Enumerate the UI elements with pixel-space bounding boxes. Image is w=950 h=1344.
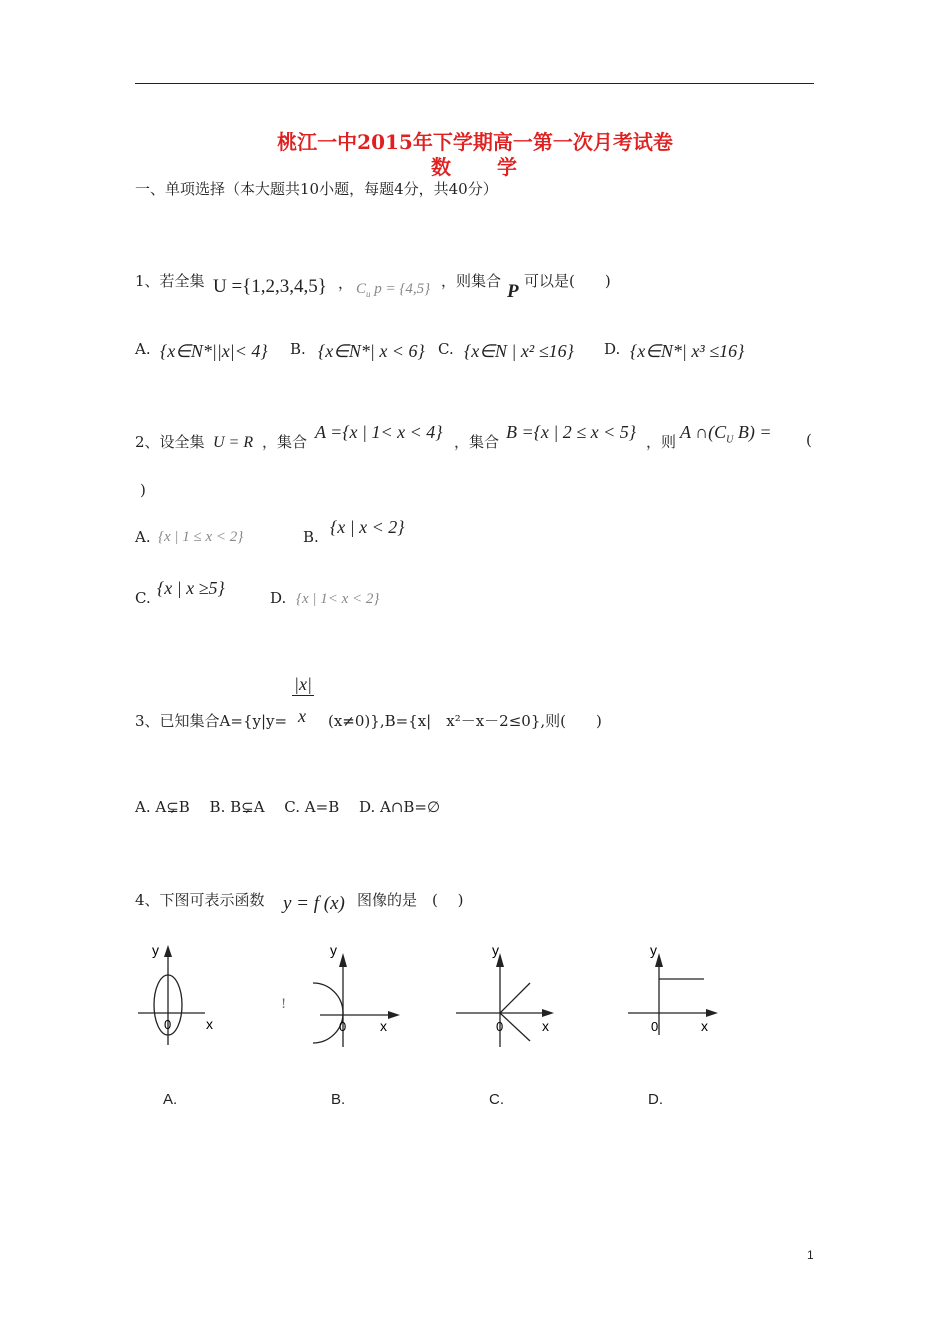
q2-optD-label: D. [270,589,287,607]
graph-d-origin: 0 [651,1019,659,1034]
graph-d [620,935,730,1055]
q2-paren-open: ( [806,431,812,449]
q1-complement-sub: u [366,289,371,299]
q2-paren-close: ) [140,481,146,499]
graph-b [300,935,410,1055]
q2-optC: {x | x ≥5} [157,578,225,598]
q2-optD: {x | 1< x < 2} [296,591,380,607]
q1-optC: {x∈N | x² ≤16} [464,341,574,361]
q2-prefix: 2、设全集 [135,433,205,451]
graph-b-y-label: y [330,942,337,958]
header-rule [135,83,814,84]
graph-c [450,935,570,1055]
section-heading: 一、单项选择（本大题共10小题，每题4分，共40分） [135,180,498,198]
exam-subject: 数 学 [431,155,519,179]
q2-set-A: A ={x | 1< x < 4} [315,422,443,442]
q1-optA-label: A. [135,340,151,358]
graph-a-x-label: x [206,1016,213,1032]
q2-expression [680,422,772,446]
q2-set-B: B ={x | 2 ≤ x < 5} [506,422,636,442]
q3-options: A. A⊊B B. B⊊A C. A=B D. A∩B=∅ [135,798,441,816]
q1-optD-label: D. [604,340,621,358]
q2-universal: U = R [213,434,254,451]
q2-mid1: ，集合 [262,433,308,451]
q1-optB: {x∈N*| x < 6} [318,341,425,361]
graph-b-origin: 0 [339,1019,347,1034]
q2-expr-rest: B) = [733,422,772,442]
graph-c-origin: 0 [496,1019,504,1034]
q1-sep: ， [338,274,354,292]
q3-fraction-numerator: |x| [294,674,312,694]
q2-mid2: ，集合 [454,433,500,451]
q3-text-left: 3、已知集合A={y|y= [135,712,288,730]
graph-c-x-label: x [542,1018,549,1034]
page-number: 1 [807,1248,814,1262]
graph-d-x-label: x [701,1018,708,1034]
exam-title: 桃江一中2015年下学期高一第一次月考试卷 [277,130,673,154]
q2-optB-label: B. [303,528,319,546]
q3-fraction-denominator: x [298,706,306,726]
graph-a-origin: 0 [164,1017,172,1032]
q1-optA: {x∈N*||x|< 4} [160,341,268,361]
q1-mid: ，则集合 [441,272,502,290]
q1-prefix: 1、若全集 [135,272,205,290]
q3-text-right: (x≠0)},B={x| x²－x－2≤0},则( ) [328,712,602,730]
graph-b-label: B. [331,1091,346,1108]
q1-suffix: 可以是( ) [524,272,611,290]
graph-c-y-label: y [492,942,499,958]
q2-expr-sub: U [726,434,734,446]
q1-optC-label: C. [438,340,454,358]
graph-a-label: A. [163,1091,178,1108]
graph-d-y-label: y [650,942,657,958]
q1-P: P [507,281,519,302]
q1-optB-label: B. [290,340,306,358]
q2-optB: {x | x < 2} [330,517,405,537]
q1-complement-c: C [356,281,367,297]
q1-complement [356,281,430,299]
q2-optA-label: A. [135,528,151,546]
stray-mark: ! [281,997,287,1012]
graph-a-y-label: y [152,942,159,958]
q2-expr: A ∩(C [680,422,727,442]
graph-d-label: D. [648,1091,663,1108]
q4-suffix: 图像的是 ( ) [357,891,464,909]
graph-c-label: C. [489,1091,504,1108]
q1-complement-rest: p = {4,5} [370,281,431,297]
q1-optD: {x∈N*| x³ ≤16} [630,341,745,361]
q2-optA: {x | 1 ≤ x < 2} [158,529,244,545]
q4-function: y = f (x) [283,893,345,914]
graph-a [130,935,230,1055]
q2-optC-label: C. [135,589,151,607]
q2-mid3: ，则 [646,433,677,451]
graph-b-x-label: x [380,1018,387,1034]
q4-text: 4、下图可表示函数 [135,891,265,909]
q1-universal-set: U ={1,2,3,4,5} [213,276,327,297]
